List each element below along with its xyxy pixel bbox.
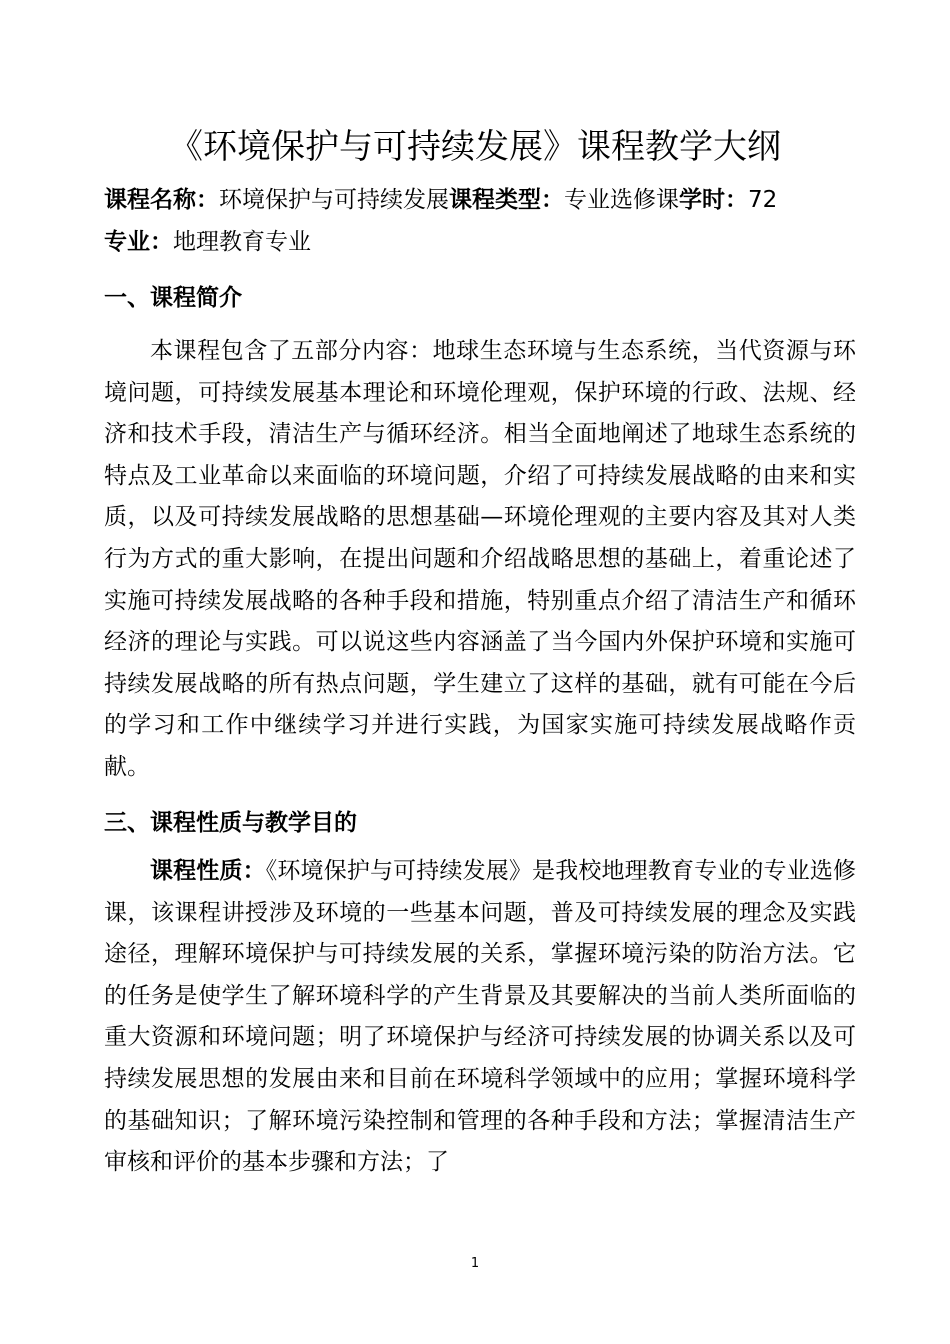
document-title: 《环境保护与可持续发展》课程教学大纲 [169,127,781,167]
course-meta-line [104,182,864,218]
major-value: 地理教育专业 [173,229,311,255]
course-hours: 72 [748,187,778,213]
course-name-label: 课程名称： [104,187,219,213]
intro-paragraph: 本课程包含了五部分内容：地球生态环境与生态系统，当代资源与环境问题，可持续发展基本理论和环境伦理观，保护环境的行政、法规、经济和技术手段，清洁生产与循环经济。相当全面地阐述了地球生态系统的特点及工业革命以来面临的环境问题，介绍了可持续发展战略的由来和实质，以及可持续发展战略的思想基础—环境伦理观的主要内容及其对人类行为方式的重大影响，在提出问题和介绍战略思想的基础上，着重论述了实施可持续发展战略的各种手段和措施，特别重点介绍了清洁生产和循环经济的理论与实践。可以说这些内容涵盖了当今国内外保护环境和实施可持续发展战略的所有热点问题，学生建立了这样的基础，就有可能在今后的学习和工作中继续学习并进行实践，为国家实施可持续发展战略作贡献。 [104,338,856,780]
course-type-label: 课程类型： [449,187,564,213]
section-heading-nature: 三、课程性质与教学目的 [104,810,357,836]
major-label: 专业： [104,229,173,255]
course-name: 环境保护与可持续发展 [219,187,449,213]
section-heading-intro: 一、课程简介 [104,285,242,311]
nature-text: 《环境保护与可持续发展》是我校地理教育专业的专业选修课，该课程讲授涉及环境的一些基本问题，普及可持续发展的理念及实践途径，理解环境保护与可持续发展的关系，掌握环境污染的防治方法。它的任务是使学生了解环境科学的产生背景及其要解决的当前人类所面临的重大资源和环境问题；明了环境保护与经济可持续发展的协调关系以及可持续发展思想的发展由来和目前在环境科学领域中的应用；掌握环境科学的基础知识；了解环境污染控制和管理的各种手段和方法；掌握清洁生产审核和评价的基本步骤和方法；了 [104,858,856,1176]
course-type: 专业选修课 [564,187,679,213]
hours-label: 学时： [679,187,748,213]
nature-paragraph [104,851,856,1184]
page-number: 1 [470,1256,480,1271]
nature-label: 课程性质： [150,858,266,884]
major-line [104,224,864,260]
